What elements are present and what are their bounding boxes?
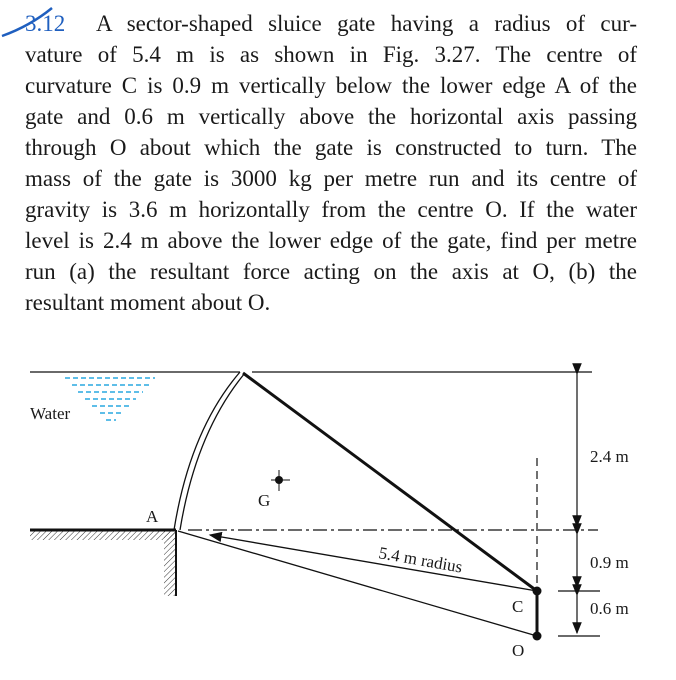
gate-arm-lower (178, 531, 537, 636)
point-o-label: O (512, 641, 525, 660)
water-level-icon (65, 378, 155, 420)
problem-line-1: 3.12 A sector-shaped sluice gate having a radius of cur- (25, 11, 637, 36)
problem-line-5: through O about which the gate is constructed to turn. The (25, 135, 637, 160)
centre-of-gravity-icon (271, 470, 290, 491)
dim-label-0-9: 0.9 m (590, 553, 629, 572)
problem-line-2: vature of 5.4 m is as shown in Fig. 3.27. The centre of (25, 42, 637, 67)
gate-arc-outer (180, 373, 245, 530)
water-label: Water (30, 404, 71, 423)
point-o-marker (533, 632, 542, 641)
dim-label-0-6: 0.6 m (590, 599, 629, 618)
point-c-label: C (512, 597, 524, 616)
problem-number: 3.12 (25, 11, 66, 36)
problem-line-10: resultant moment about O. (25, 290, 271, 315)
problem-line-8: level is 2.4 m above the lower edge of the gate, find per metre (25, 228, 637, 253)
problem-line-9: run (a) the resultant force acting on the axis at O, (b) the (25, 259, 637, 284)
ground-hatch (30, 531, 175, 540)
radius-arrow (210, 535, 537, 591)
problem-line-3: curvature C is 0.9 m vertically below the lower edge A of the (25, 73, 637, 98)
problem-line-4: gate and 0.6 m vertically above the horizontal axis passing (25, 104, 637, 129)
point-c-marker (533, 587, 542, 596)
problem-line-6: mass of the gate is 3000 kg per metre run and its centre of (25, 166, 637, 191)
point-g-label: G (258, 491, 271, 510)
radius-label: 5.4 m radius (377, 543, 464, 577)
problem-line-7: gravity is 3.6 m horizontally from the centre O. If the water (25, 197, 637, 222)
dim-label-2-4: 2.4 m (590, 447, 629, 466)
point-a-label: A (146, 507, 159, 526)
wall-hatch (164, 531, 175, 596)
